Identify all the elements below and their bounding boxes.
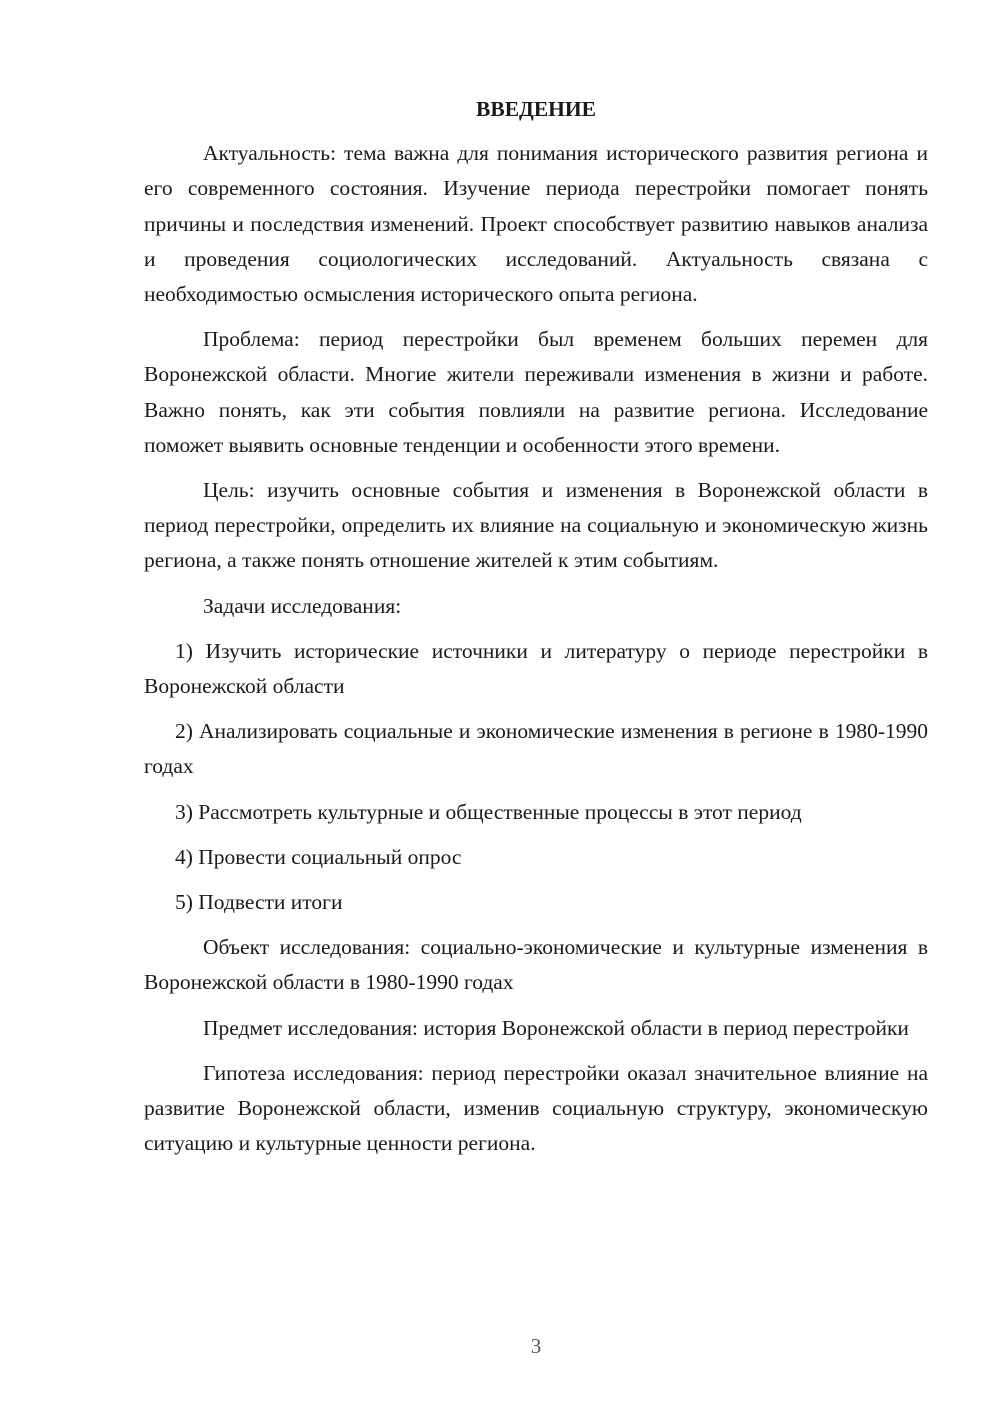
task-item: 2) Анализировать социальные и экономические изменения в регионе в 1980-1990 годах	[144, 719, 928, 779]
task-item: 3) Рассмотреть культурные и общественные процессы в этот период	[175, 799, 802, 824]
task-item: 1) Изучить исторические источники и литературу о периоде перестройки в Воронежской области	[144, 638, 928, 699]
paragraph-hypothesis: Гипотеза исследования: период перестройки оказал значительное влияние на развитие Воронежской области, изменив социальную структуру, экономическую ситуацию и культурные ценности региона.	[144, 1060, 928, 1156]
section-title: ВВЕДЕНИЕ	[476, 97, 596, 121]
paragraph-tasks-heading: Задачи исследования:	[203, 593, 402, 618]
paragraph-relevance: Актуальность: тема важна для понимания исторического развития региона и его современного состояния. Изучение периода перестройки помогает понять причины и последствия изменений. Проект способствует развитию навыков анализа и проведения социологических исследований. Актуальность связана с необходимостью осмысления исторического опыта региона.	[144, 141, 928, 307]
page-number: 3	[530, 1334, 542, 1358]
paragraph-object: Объект исследования: социально-экономические и культурные изменения в Воронежской области в 1980-1990 годах	[144, 935, 928, 995]
page-content	[144, 92, 928, 1171]
paragraph-problem: Проблема: период перестройки был временем больших перемен для Воронежской области. Многие жители переживали изменения в жизни и работе. Важно понять, как эти события повлияли на развитие региона. Исследование поможет выявить основные тенденции и особенности этого времени.	[144, 327, 928, 457]
task-item: 5) Подвести итоги	[175, 890, 343, 915]
task-item: 4) Провести социальный опрос	[175, 844, 462, 869]
paragraph-goal: Цель: изучить основные события и изменения в Воронежской области в период перестройки, определить их влияние на социальную и экономическую жизнь региона, а также понять отношение жителей к этим событиям.	[144, 478, 928, 573]
paragraph-subject: Предмет исследования: история Воронежской области в период перестройки	[203, 1015, 909, 1040]
